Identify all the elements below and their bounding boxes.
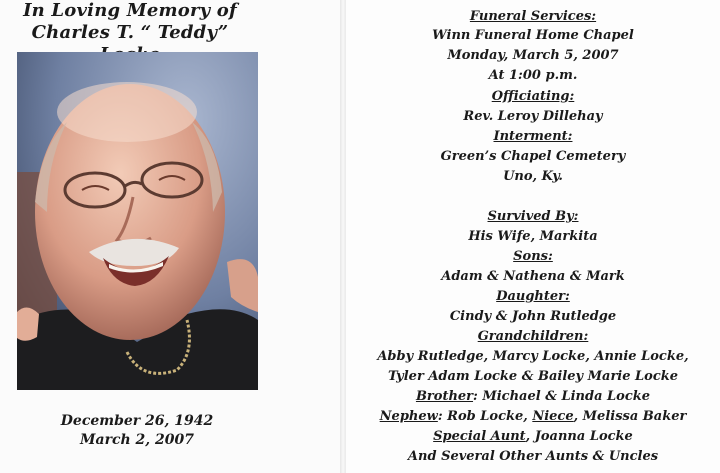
interment-heading: Interment: (493, 129, 573, 144)
cemetery-name: Green’s Chapel Cemetery (440, 149, 626, 164)
niece-names: , Melissa Baker (573, 409, 687, 424)
nephew-label: Nephew (379, 409, 438, 424)
sons-heading: Sons: (513, 249, 553, 264)
daughter-heading: Daughter: (496, 289, 570, 304)
grandchildren-line-2: Tyler Adam Locke & Bailey Marie Locke (387, 369, 679, 384)
officiant-name: Rev. Leroy Dillehay (463, 109, 603, 124)
funeral-services-heading: Funeral Services: (469, 9, 597, 24)
grandchildren-line-1: Abby Rutledge, Marcy Locke, Annie Locke, (377, 349, 689, 364)
nephew-niece-line (346, 408, 720, 426)
closing-line: And Several Other Aunts & Uncles (407, 449, 659, 464)
right-panel (346, 0, 720, 473)
deceased-name: Charles T. “ Teddy” (31, 22, 229, 43)
special-aunt-label: Special Aunt (433, 429, 526, 444)
service-date: Monday, March 5, 2007 (447, 48, 619, 63)
sons-names: Adam & Nathena & Mark (441, 269, 625, 284)
grandchildren-heading: Grandchildren: (477, 329, 589, 344)
death-date: March 2, 2007 (80, 432, 194, 448)
portrait-photo (17, 52, 258, 390)
portrait-illustration (17, 52, 258, 390)
funeral-venue: Winn Funeral Home Chapel (432, 28, 634, 43)
niece-label: Niece (532, 409, 574, 424)
service-time: At 1:00 p.m. (488, 68, 578, 83)
memorial-title: In Loving Memory of (23, 0, 237, 21)
special-aunt-line (346, 428, 720, 446)
cemetery-location: Uno, Ky. (503, 169, 563, 184)
nephew-names: : Rob Locke, (437, 409, 533, 424)
survived-by-heading: Survived By: (487, 209, 579, 224)
wife-name: His Wife, Markita (468, 229, 598, 244)
officiating-heading: Officiating: (491, 89, 575, 104)
left-panel (0, 0, 340, 473)
brother-label: Brother (415, 389, 474, 404)
daughter-names: Cindy & John Rutledge (449, 309, 617, 324)
brother-names: : Michael & Linda Locke (473, 389, 651, 404)
birth-date: December 26, 1942 (60, 413, 214, 429)
brother-line (346, 388, 720, 406)
special-aunt-names: , Joanna Locke (525, 429, 633, 444)
